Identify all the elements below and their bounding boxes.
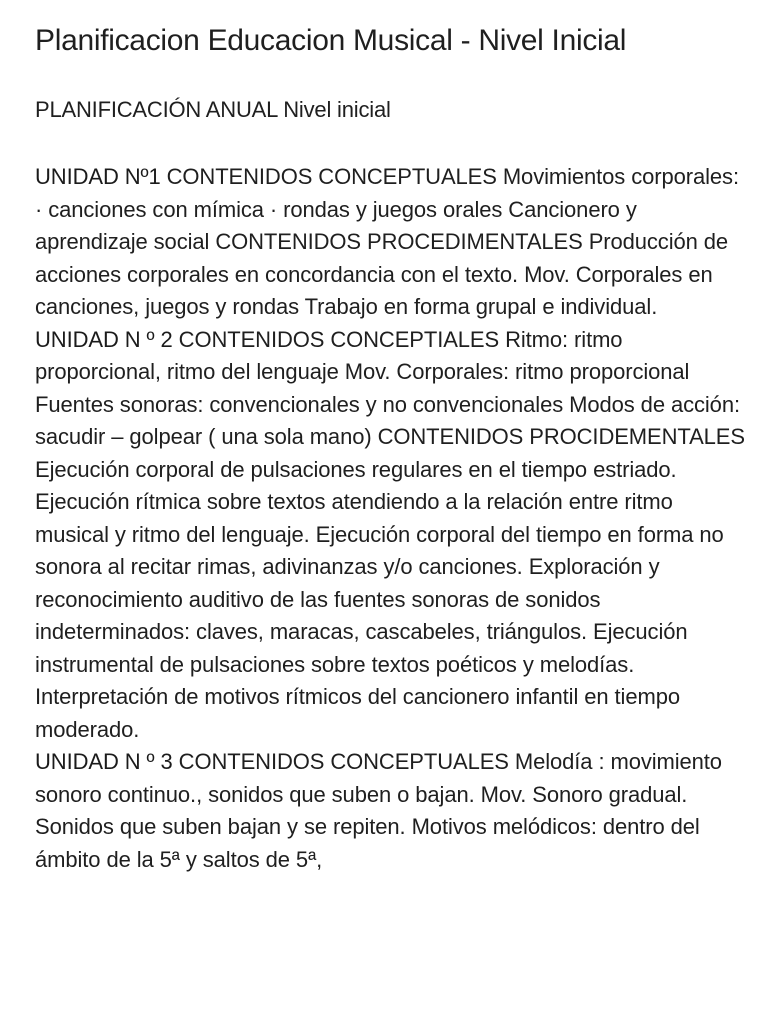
unit-3-label: UNIDAD N º 3 (35, 749, 173, 774)
document-body (35, 161, 746, 876)
document-subtitle: PLANIFICACIÓN ANUAL Nivel inicial (35, 97, 391, 122)
unit-2-paragraph (35, 324, 746, 747)
document-title: Planificacion Educacion Musical - Nivel Inicial (35, 24, 627, 57)
unit-3-text: CONTENIDOS CONCEPTUALES Melodía : movimiento sonoro continuo., sonidos que suben o bajan. Mov. Sonoro gradual. Sonidos que suben bajan y se repiten. Motivos melódicos: dentro del ámbito de la 5ª y saltos de 5ª, (35, 749, 722, 872)
unit-1-paragraph (35, 161, 746, 324)
unit-3-paragraph (35, 746, 746, 876)
unit-2-label: UNIDAD N º 2 (35, 326, 173, 352)
unit-1-text: CONTENIDOS CONCEPTUALES Movimientos corporales: · canciones con mímica · rondas y juegos orales Cancionero y aprendizaje social CONTENIDOS PROCEDIMENTALES Producción de acciones corporales en concordancia con el texto. Mov. Corporales en canciones, juegos y rondas Trabajo en forma grupal e individual. (35, 164, 739, 319)
unit-1-label: UNIDAD Nº1 (35, 164, 161, 189)
unit-2-text: CONTENIDOS CONCEPTIALES Ritmo: ritmo proporcional, ritmo del lenguaje Mov. Corporales: ritmo proporcional Fuentes sonoras: convencionales y no convencionales Modos de acción: sacudir – golpear ( una sola mano) CONTENIDOS PROCIDEMENTALES Ejecución corporal de pulsaciones regulares en el tiempo estriado. Ejecución rítmica sobre textos atendiendo a la relación entre ritmo musical y ritmo del lenguaje. Ejecución corporal del tiempo en forma no sonora al recitar rimas, adivinanzas y/o canciones. Exploración y reconocimiento auditivo de las fuentes sonoras de sonidos indeterminados: claves, maracas, cascabeles, triángulos. Ejecución instrumental de pulsaciones sobre textos poéticos y melodías. Interpretación de motivos rítmicos del cancionero infantil en tiempo moderado. (35, 326, 745, 742)
